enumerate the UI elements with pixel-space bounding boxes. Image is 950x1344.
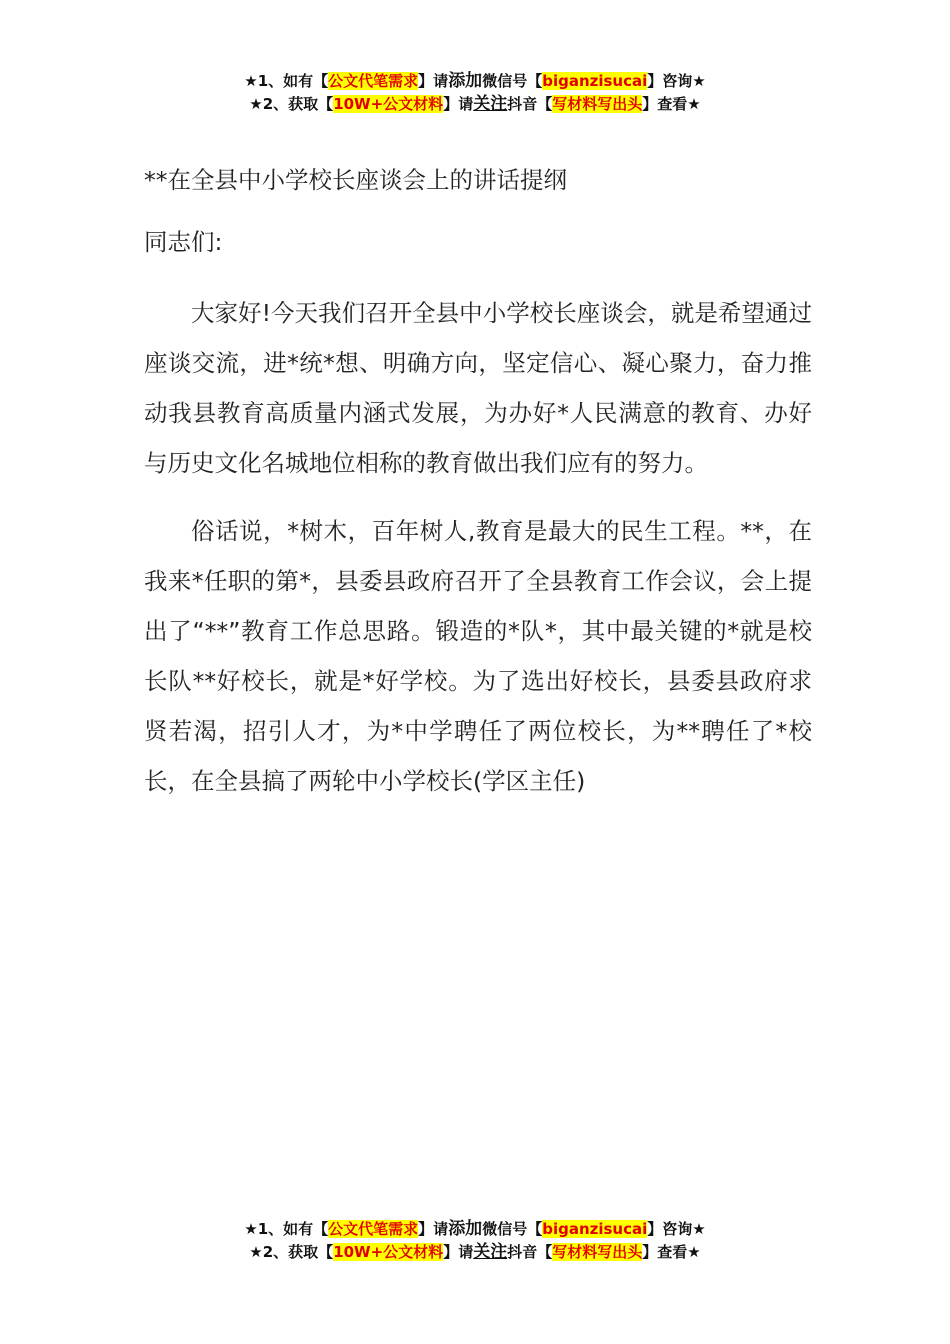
paragraph: 俗话说，*树木，百年树人,教育是最大的民生工程。**，在我来*任职的第*，县委县政府召开了全县教育工作会议，会上提出了“**”教育工作总思路。锻造的*队*，其中最关键的*就是校长队**好校长，就是*好学校。为了选出好校长，县委县政府求贤若渴，招引人才，为*中学聘任了两位校长，为**聘任了*校长，在全县搞了两轮中小学校长(学区主任) [144, 517, 812, 795]
banner-text: 】查看★ [642, 95, 701, 113]
banner-text: ★1、如有【 [244, 72, 329, 90]
paragraph: 大家好!今天我们召开全县中小学校长座谈会，就是希望通过座谈交流，进*统*想、明确方向，坚定信心、凝心聚力，奋力推动我县教育高质量内涵式发展，为办好*人民满意的教育、办好与历史文化名城地位相称的教育做出我们应有的努力。 [144, 299, 812, 477]
banner-text: 】咨询★ [647, 72, 706, 90]
banner-highlight: 10W+公文材料 [333, 1243, 444, 1261]
banner-text: 】咨询★ [647, 1220, 706, 1238]
banner-text: 抖音【 [507, 1243, 553, 1261]
banner-text: 】请 [443, 1243, 474, 1261]
banner-emphasis: 关注 [473, 1242, 508, 1262]
banner-line-2 [0, 1241, 950, 1264]
banner-line-1 [0, 70, 950, 93]
banner-text: ★2、获取【 [249, 1243, 334, 1261]
banner-highlight: 10W+公文材料 [333, 95, 444, 113]
document-body [144, 160, 812, 824]
banner-text: 】请 [443, 95, 474, 113]
banner-emphasis: 添加 [448, 71, 483, 91]
banner-text: 】查看★ [642, 1243, 701, 1261]
banner-highlight: 公文代笔需求 [328, 1220, 419, 1238]
banner-douyin-id: 写材料写出头 [552, 1243, 643, 1261]
banner-line-2 [0, 93, 950, 116]
banner-text: 微信号【 [482, 1220, 543, 1238]
banner-line-1 [0, 1218, 950, 1241]
greeting: 同志们: [144, 228, 223, 256]
banner-highlight: 公文代笔需求 [328, 72, 419, 90]
banner-text: 微信号【 [482, 72, 543, 90]
banner-text: 】请 [418, 1220, 449, 1238]
banner-emphasis: 关注 [473, 94, 508, 114]
banner-wechat-id: biganzisucai [542, 1220, 648, 1238]
banner-text: ★2、获取【 [249, 95, 334, 113]
banner-emphasis: 添加 [448, 1219, 483, 1239]
header-banner [0, 70, 950, 116]
document-title: **在全县中小学校长座谈会上的讲话提纲 [144, 166, 567, 194]
banner-text: ★1、如有【 [244, 1220, 329, 1238]
banner-text: 】请 [418, 72, 449, 90]
banner-wechat-id: biganzisucai [542, 72, 648, 90]
footer-banner [0, 1218, 950, 1264]
banner-douyin-id: 写材料写出头 [552, 95, 643, 113]
banner-text: 抖音【 [507, 95, 553, 113]
